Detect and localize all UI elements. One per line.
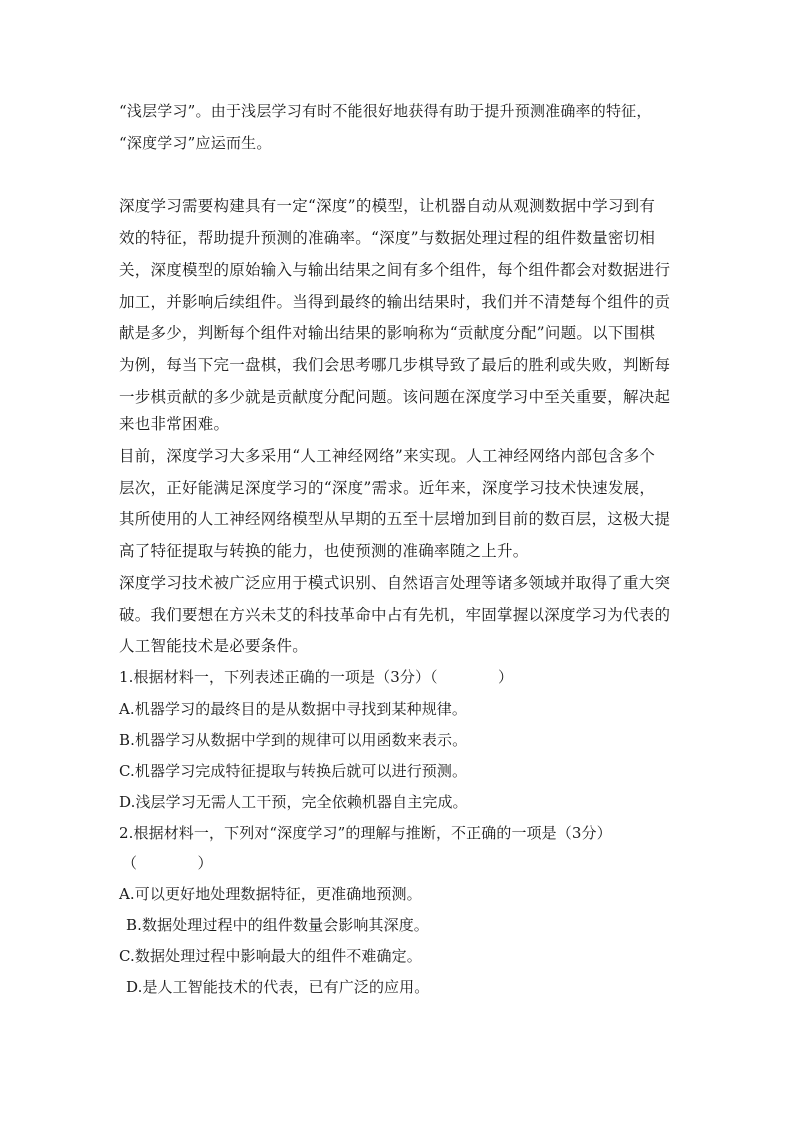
para3-line-1: 深度学习技术被广泛应用于模式识别、自然语言处理等诸多领域并取得了重大突 bbox=[119, 574, 671, 592]
para1-line-2: 效的特征，帮助提升预测的准确率。“深度”与数据处理过程的组件数量密切相 bbox=[119, 229, 656, 247]
question-1-option-b: B.机器学习从数据中学到的规律可以用函数来表示。 bbox=[119, 731, 468, 749]
para1-line-4: 加工，并影响后续组件。当得到最终的输出结果时，我们并不清楚每个组件的贡 bbox=[119, 293, 671, 311]
para1-line-8: 来也非常困难。 bbox=[119, 415, 230, 433]
para1-line-7: 一步棋贡献的多少就是贡献度分配问题。该问题在深度学习中至关重要，解决起 bbox=[119, 388, 671, 406]
question-1-option-c: C.机器学习完成特征提取与转换后就可以进行预测。 bbox=[119, 762, 468, 780]
question-2-option-c: C.数据处理过程中影响最大的组件不难确定。 bbox=[119, 947, 422, 965]
para1-line-1: 深度学习需要构建具有一定“深度”的模型，让机器自动从观测数据中学习到有 bbox=[119, 197, 656, 215]
para3-line-3: 人工智能技术是必要条件。 bbox=[119, 637, 309, 655]
para3-line-2: 破。我们要想在方兴未艾的科技革命中占有先机，牢固掌握以深度学习为代表的 bbox=[119, 606, 671, 624]
question-2-option-b: B.数据处理过程中的组件数量会影响其深度。 bbox=[126, 916, 429, 934]
question-1-stem: 1.根据材料一，下列表述正确的一项是（3分）（ ） bbox=[119, 668, 514, 686]
para2-line-3: 其所使用的人工神经网络模型从早期的五至十层增加到目前的数百层，这极大提 bbox=[119, 510, 671, 528]
question-2-blank: （ ） bbox=[122, 854, 213, 872]
para2-line-4: 高了特征提取与转换的能力，也使预测的准确率随之上升。 bbox=[119, 542, 529, 560]
intro-line-1: “浅层学习”。由于浅层学习有时不能很好地获得有助于提升预测准确率的特征， bbox=[119, 102, 652, 120]
question-2-option-a: A.可以更好地处理数据特征，更准确地预测。 bbox=[119, 885, 422, 903]
question-2-option-d: D.是人工智能技术的代表，已有广泛的应用。 bbox=[126, 978, 430, 996]
question-1-option-a: A.机器学习的最终目的是从数据中寻找到某种规律。 bbox=[119, 700, 468, 718]
para2-line-2: 层次，正好能满足深度学习的“深度”需求。近年来，深度学习技术快速发展， bbox=[119, 479, 656, 497]
question-1-option-d: D.浅层学习无需人工干预，完全依赖机器自主完成。 bbox=[119, 793, 468, 811]
intro-line-2: “深度学习”应运而生。 bbox=[119, 134, 272, 152]
para1-line-6: 为例，每当下完一盘棋，我们会思考哪几步棋导致了最后的胜利或失败，判断每 bbox=[119, 356, 671, 374]
para2-line-1: 目前，深度学习大多采用“人工神经网络”来实现。人工神经网络内部包含多个 bbox=[119, 447, 656, 465]
question-2-stem: 2.根据材料一，下列对“深度学习”的理解与推断，不正确的一项是（3分） bbox=[119, 824, 612, 842]
para1-line-5: 献是多少，判断每个组件对输出结果的影响称为“贡献度分配”问题。以下围棋 bbox=[119, 324, 656, 342]
para1-line-3: 关，深度模型的原始输入与输出结果之间有多个组件，每个组件都会对数据进行 bbox=[119, 261, 671, 279]
